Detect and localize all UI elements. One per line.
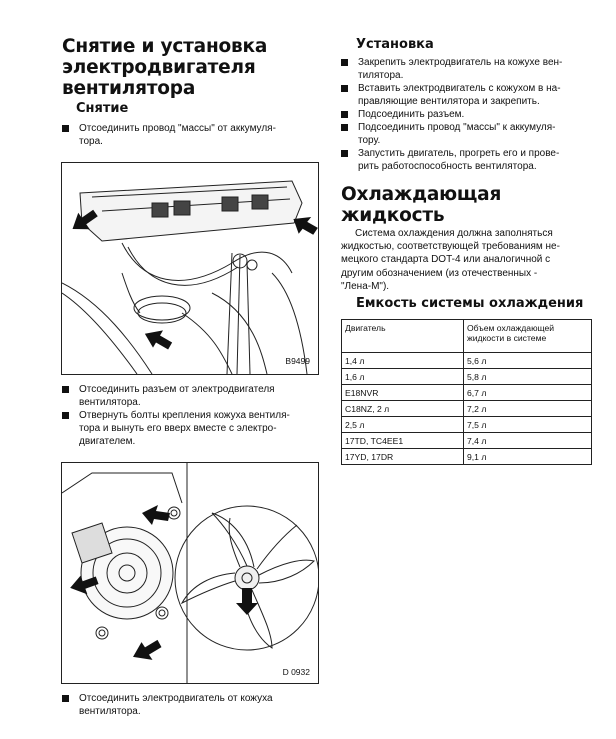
coolant-paragraph: Система охлаждения должна заполняться жидкостью, соответствующей требованиям не- мецкого стандарта DOT-4 или аналогичной с другим обозначением (из отечественных - "Лена-М"). (341, 228, 560, 292)
table-row: 17TD, TC4EE1 7,4 л (342, 433, 592, 449)
coolant-title (341, 184, 501, 226)
table-row: 1,6 л 5,8 л (342, 369, 592, 385)
section-title (62, 36, 267, 99)
capacity-heading: Емкость системы охлаждения (356, 296, 584, 311)
coolant-title-line-1: Охлаждающая (341, 184, 502, 205)
title-line-2: электродвигателя (62, 57, 256, 78)
figure-1-label: B9499 (285, 356, 310, 366)
table-row: 17YD, 17DR 9,1 л (342, 449, 592, 465)
figure-engine-bay (61, 162, 319, 375)
install-step-3: Подсоединить разъем. (341, 108, 616, 121)
figure-fan-motor (61, 462, 319, 684)
header-engine: Двигатель (342, 320, 464, 353)
engine-bay-illustration (62, 163, 318, 374)
installation-heading: Установка (356, 37, 434, 52)
title-line-3: вентилятора (62, 78, 196, 99)
table-row: C18NZ, 2 л 7,2 л (342, 401, 592, 417)
install-step-4: Подсоединить провод "массы" к аккумуля- тору. (341, 121, 616, 147)
table-row: 2,5 л 7,5 л (342, 417, 592, 433)
table-header-row (342, 320, 592, 353)
capacity-table (341, 319, 592, 465)
install-step-2: Вставить электродвигатель с кожухом в на- правляющие вентилятора и закрепить. (341, 82, 616, 108)
removal-step-1: Отсоединить провод "массы" от аккумуля- тора. (62, 122, 339, 148)
figure-2-label: D 0932 (282, 667, 310, 677)
table-body (342, 353, 592, 465)
removal-step-3: Отвернуть болты крепления кожуха вентиля- тора и вынуть его вверх вместе с электро- двигателем. (62, 409, 339, 448)
title-line-1: Снятие и установка (62, 36, 268, 57)
header-volume: Объем охлаждающей жидкости в системе (464, 320, 592, 353)
fan-motor-illustration (62, 463, 318, 683)
removal-heading: Снятие (76, 101, 129, 116)
removal-step-2: Отсоединить разъем от электродвигателя вентилятора. (62, 383, 339, 409)
table-row: 1,4 л 5,6 л (342, 353, 592, 369)
install-step-5: Запустить двигатель, прогреть его и прове- рить работоспособность вентилятора. (341, 147, 616, 173)
removal-step-4: Отсоединить электродвигатель от кожуха вентилятора. (62, 692, 339, 718)
install-step-1: Закрепить электродвигатель на кожухе вен- тилятора. (341, 56, 616, 82)
coolant-title-line-2: жидкость (341, 205, 445, 226)
table-row: E18NVR 6,7 л (342, 385, 592, 401)
